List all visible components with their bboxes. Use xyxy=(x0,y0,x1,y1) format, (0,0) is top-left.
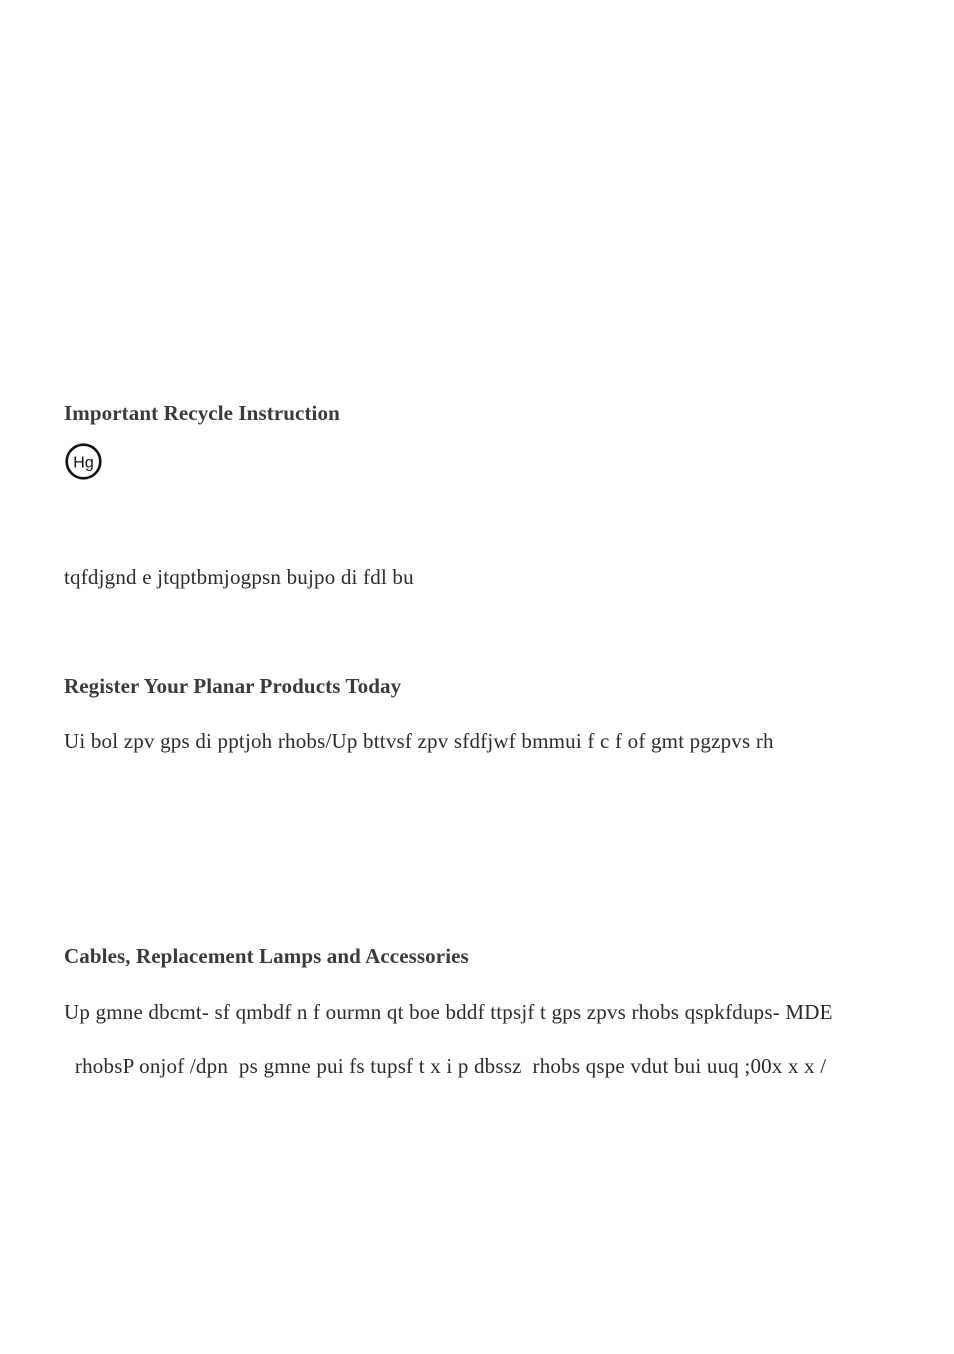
register-heading: Register Your Planar Products Today xyxy=(64,674,402,698)
cables-text-line2: rhobsP onjof /dpn ps gmne pui fs tupsf t x i p dbssz rhobs qspe vdut bui uuq ;00x x x / xyxy=(64,1054,827,1078)
recycle-heading: Important Recycle Instruction xyxy=(64,401,340,425)
mercury-hg-icon xyxy=(65,443,102,480)
register-text: Ui bol zpv gps di pptjoh rhobs/Up bttvsf zpv sfdfjwf bmmui f c f of gmt pgzpvs rh xyxy=(64,729,774,753)
cables-text-line1: Up gmne dbcmt- sf qmbdf n f ourmn qt boe bddf ttpsjf t gps zpvs rhobs qspkfdups- MDE xyxy=(64,1000,833,1024)
hg-icon-label: Hg xyxy=(73,454,94,472)
recycle-text: tqfdjgnd e jtqptbmjogpsn bujpo di fdl bu xyxy=(64,565,414,589)
cables-heading: Cables, Replacement Lamps and Accessories xyxy=(64,944,469,968)
